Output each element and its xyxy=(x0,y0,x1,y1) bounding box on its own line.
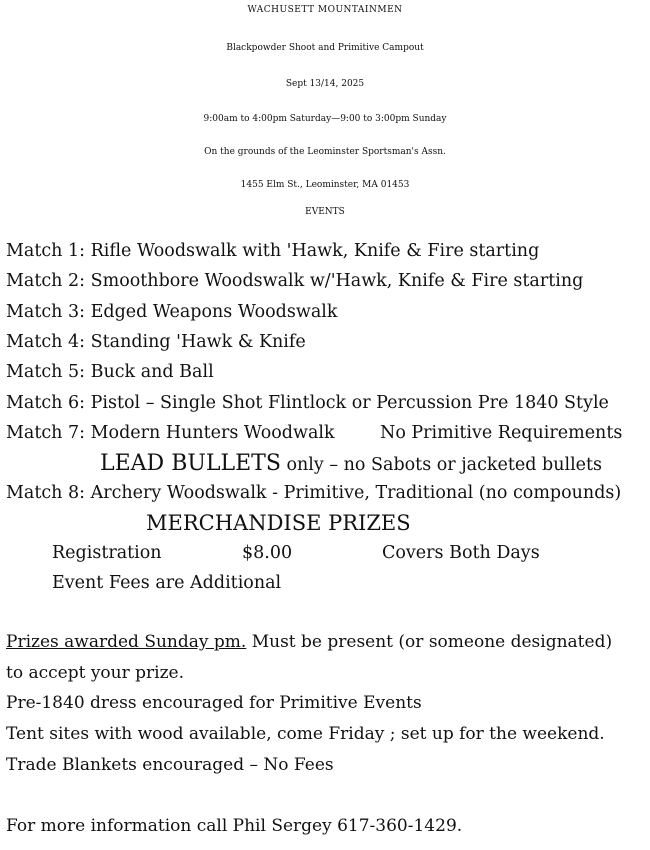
prizes-heading: MERCHANDISE PRIZES xyxy=(146,511,411,535)
match-4: Match 4: Standing 'Hawk & Knife xyxy=(6,332,306,352)
events-heading: EVENTS xyxy=(305,207,345,217)
blankets-line: Trade Blankets encouraged – No Fees xyxy=(6,755,334,775)
event-dates: Sept 13/14, 2025 xyxy=(285,79,365,89)
lead-bullets-note xyxy=(100,453,602,475)
event-venue: On the grounds of the Leominster Sportsman's Assn. xyxy=(204,147,446,157)
match-1: Match 1: Rifle Woodswalk with 'Hawk, Knife & Fire starting xyxy=(6,241,540,261)
event-hours: 9:00am to 4:00pm Saturday—9:00 to 3:00pm Sunday xyxy=(203,114,447,124)
registration-note: Covers Both Days xyxy=(382,543,540,563)
prizes-awarded-line xyxy=(6,634,612,651)
event-fees-note: Event Fees are Additional xyxy=(52,573,282,593)
prizes-awarded: Prizes awarded Sunday pm. xyxy=(6,632,247,652)
contact-line: For more information call Phil Sergey 617-360-1429. xyxy=(6,816,463,836)
present-note: Must be present (or someone designated) xyxy=(246,632,613,652)
match-7-note: No Primitive Requirements xyxy=(380,423,623,443)
lead-bullets-emphasis: LEAD BULLETS xyxy=(100,451,281,476)
match-7: Match 7: Modern Hunters Woodwalk xyxy=(6,423,335,443)
accept-prize-line: to accept your prize. xyxy=(6,663,185,683)
match-5: Match 5: Buck and Ball xyxy=(6,362,214,382)
match-2: Match 2: Smoothbore Woodswalk w/'Hawk, Knife & Fire starting xyxy=(6,271,584,291)
registration-label: Registration xyxy=(52,543,162,563)
flyer-title: WACHUSETT MOUNTAINMEN xyxy=(247,5,403,15)
match-8: Match 8: Archery Woodswalk - Primitive, Traditional (no compounds) xyxy=(6,483,622,503)
flyer-subtitle: Blackpowder Shoot and Primitive Campout xyxy=(226,43,424,53)
registration-fee: $8.00 xyxy=(242,543,293,563)
tents-line: Tent sites with wood available, come Friday ; set up for the weekend. xyxy=(6,724,605,744)
match-6: Match 6: Pistol – Single Shot Flintlock or Percussion Pre 1840 Style xyxy=(6,393,609,413)
event-address: 1455 Elm St., Leominster, MA 01453 xyxy=(240,180,410,190)
dress-line: Pre-1840 dress encouraged for Primitive Events xyxy=(6,693,422,713)
lead-bullets-rest: only – no Sabots or jacketed bullets xyxy=(280,455,603,475)
match-3: Match 3: Edged Weapons Woodswalk xyxy=(6,302,338,322)
